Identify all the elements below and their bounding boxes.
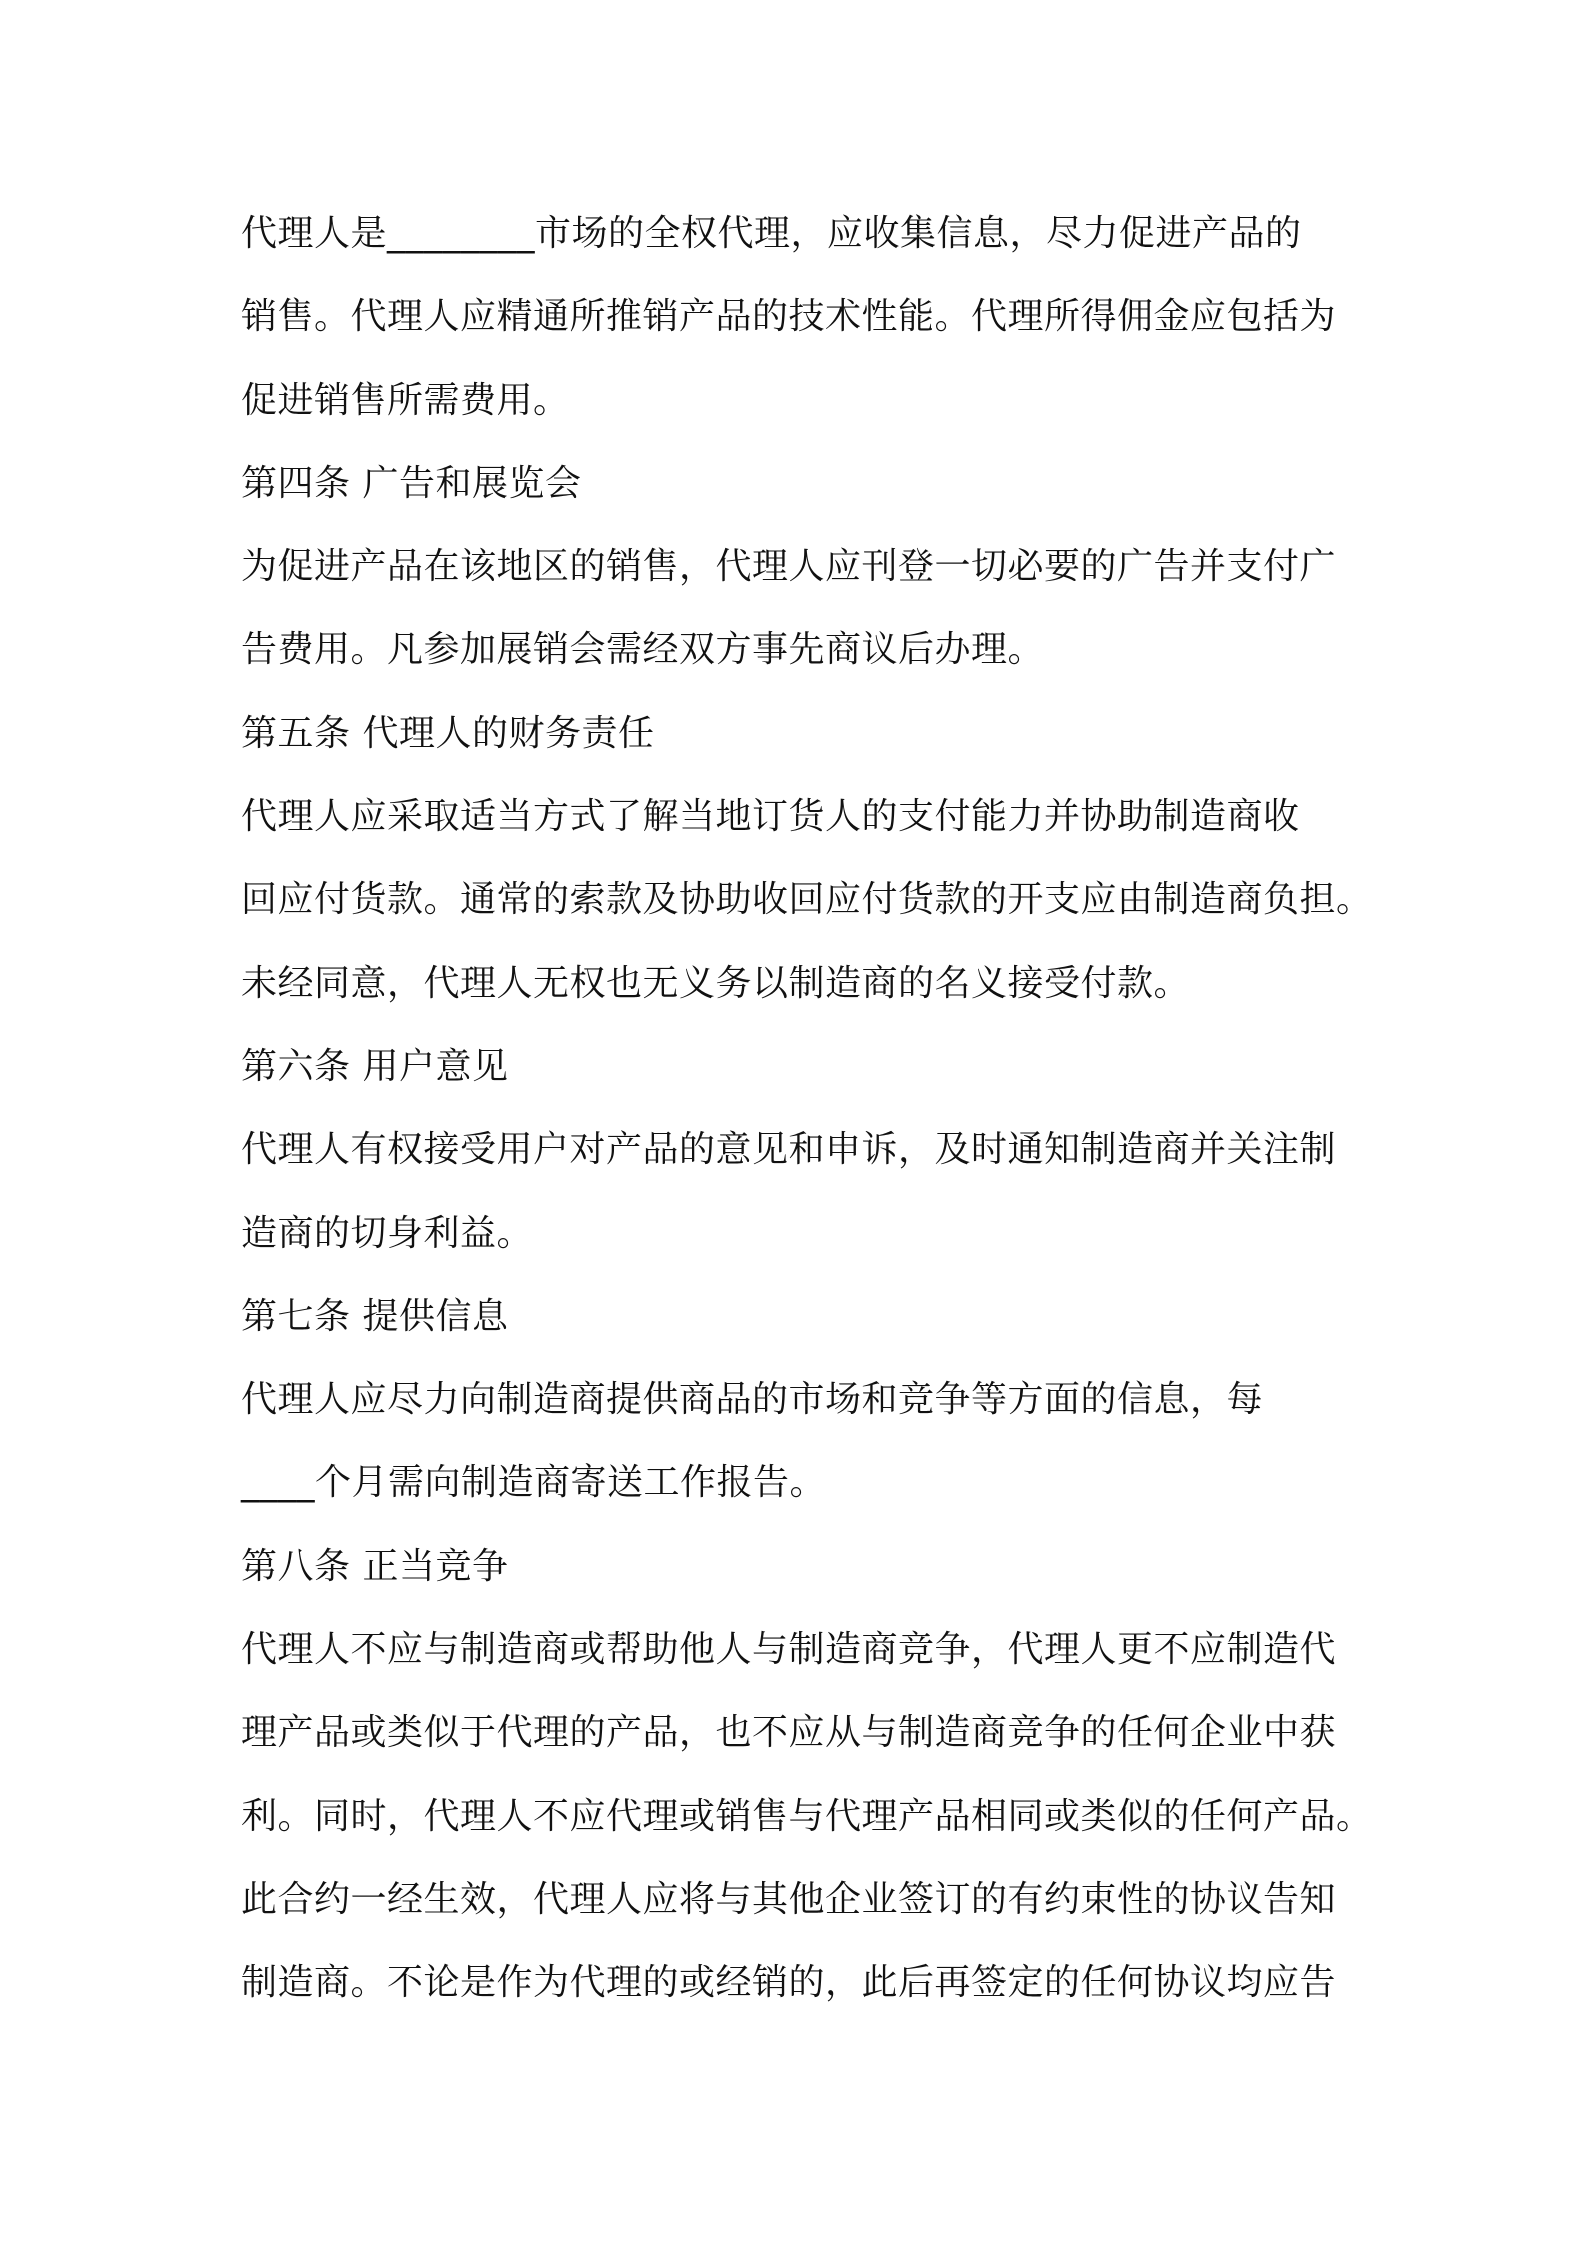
paragraph-line: ____个月需向制造商寄送工作报告。 <box>241 1462 827 1504</box>
section-heading: 第四条 广告和展览会 <box>241 462 582 504</box>
section-heading: 第七条 提供信息 <box>241 1295 509 1337</box>
paragraph-line: 造商的切身利益。 <box>241 1212 534 1254</box>
paragraph-line: 代理人是________市场的全权代理，应收集信息，尽力促进产品的 <box>241 213 1302 254</box>
paragraph-line: 利。同时，代理人不应代理或销售与代理产品相同或类似的任何产品。 <box>241 1795 1373 1837</box>
section-heading: 第五条 代理人的财务责任 <box>241 712 655 754</box>
paragraph-line: 代理人不应与制造商或帮助他人与制造商竞争，代理人更不应制造代 <box>241 1629 1337 1671</box>
paragraph-line: 回应付货款。通常的索款及协助收回应付货款的开支应由制造商负担。 <box>241 879 1373 921</box>
paragraph-line: 代理人有权接受用户对产品的意见和申诉，及时通知制造商并关注制 <box>241 1129 1337 1171</box>
paragraph-line: 代理人应采取适当方式了解当地订货人的支付能力并协助制造商收 <box>241 796 1300 838</box>
document-body <box>241 192 1371 2025</box>
paragraph-line: 销售。代理人应精通所推销产品的技术性能。代理所得佣金应包括为 <box>241 296 1337 338</box>
paragraph-line: 告费用。凡参加展销会需经双方事先商议后办理。 <box>241 629 1045 671</box>
paragraph-line: 制造商。不论是作为代理的或经销的，此后再签定的任何协议均应告 <box>241 1962 1337 2004</box>
paragraph-line: 未经同意，代理人无权也无义务以制造商的名义接受付款。 <box>241 962 1191 1004</box>
paragraph-line: 理产品或类似于代理的产品，也不应从与制造商竞争的任何企业中获 <box>241 1712 1337 1754</box>
section-heading: 第八条 正当竞争 <box>241 1545 509 1587</box>
paragraph-line: 促进销售所需费用。 <box>241 379 570 421</box>
section-heading: 第六条 用户意见 <box>241 1045 509 1087</box>
paragraph-line: 为促进产品在该地区的销售，代理人应刊登一切必要的广告并支付广 <box>241 546 1337 588</box>
paragraph-line: 此合约一经生效，代理人应将与其他企业签订的有约束性的协议告知 <box>241 1878 1337 1920</box>
paragraph-line: 代理人应尽力向制造商提供商品的市场和竞争等方面的信息，每 <box>241 1379 1264 1421</box>
